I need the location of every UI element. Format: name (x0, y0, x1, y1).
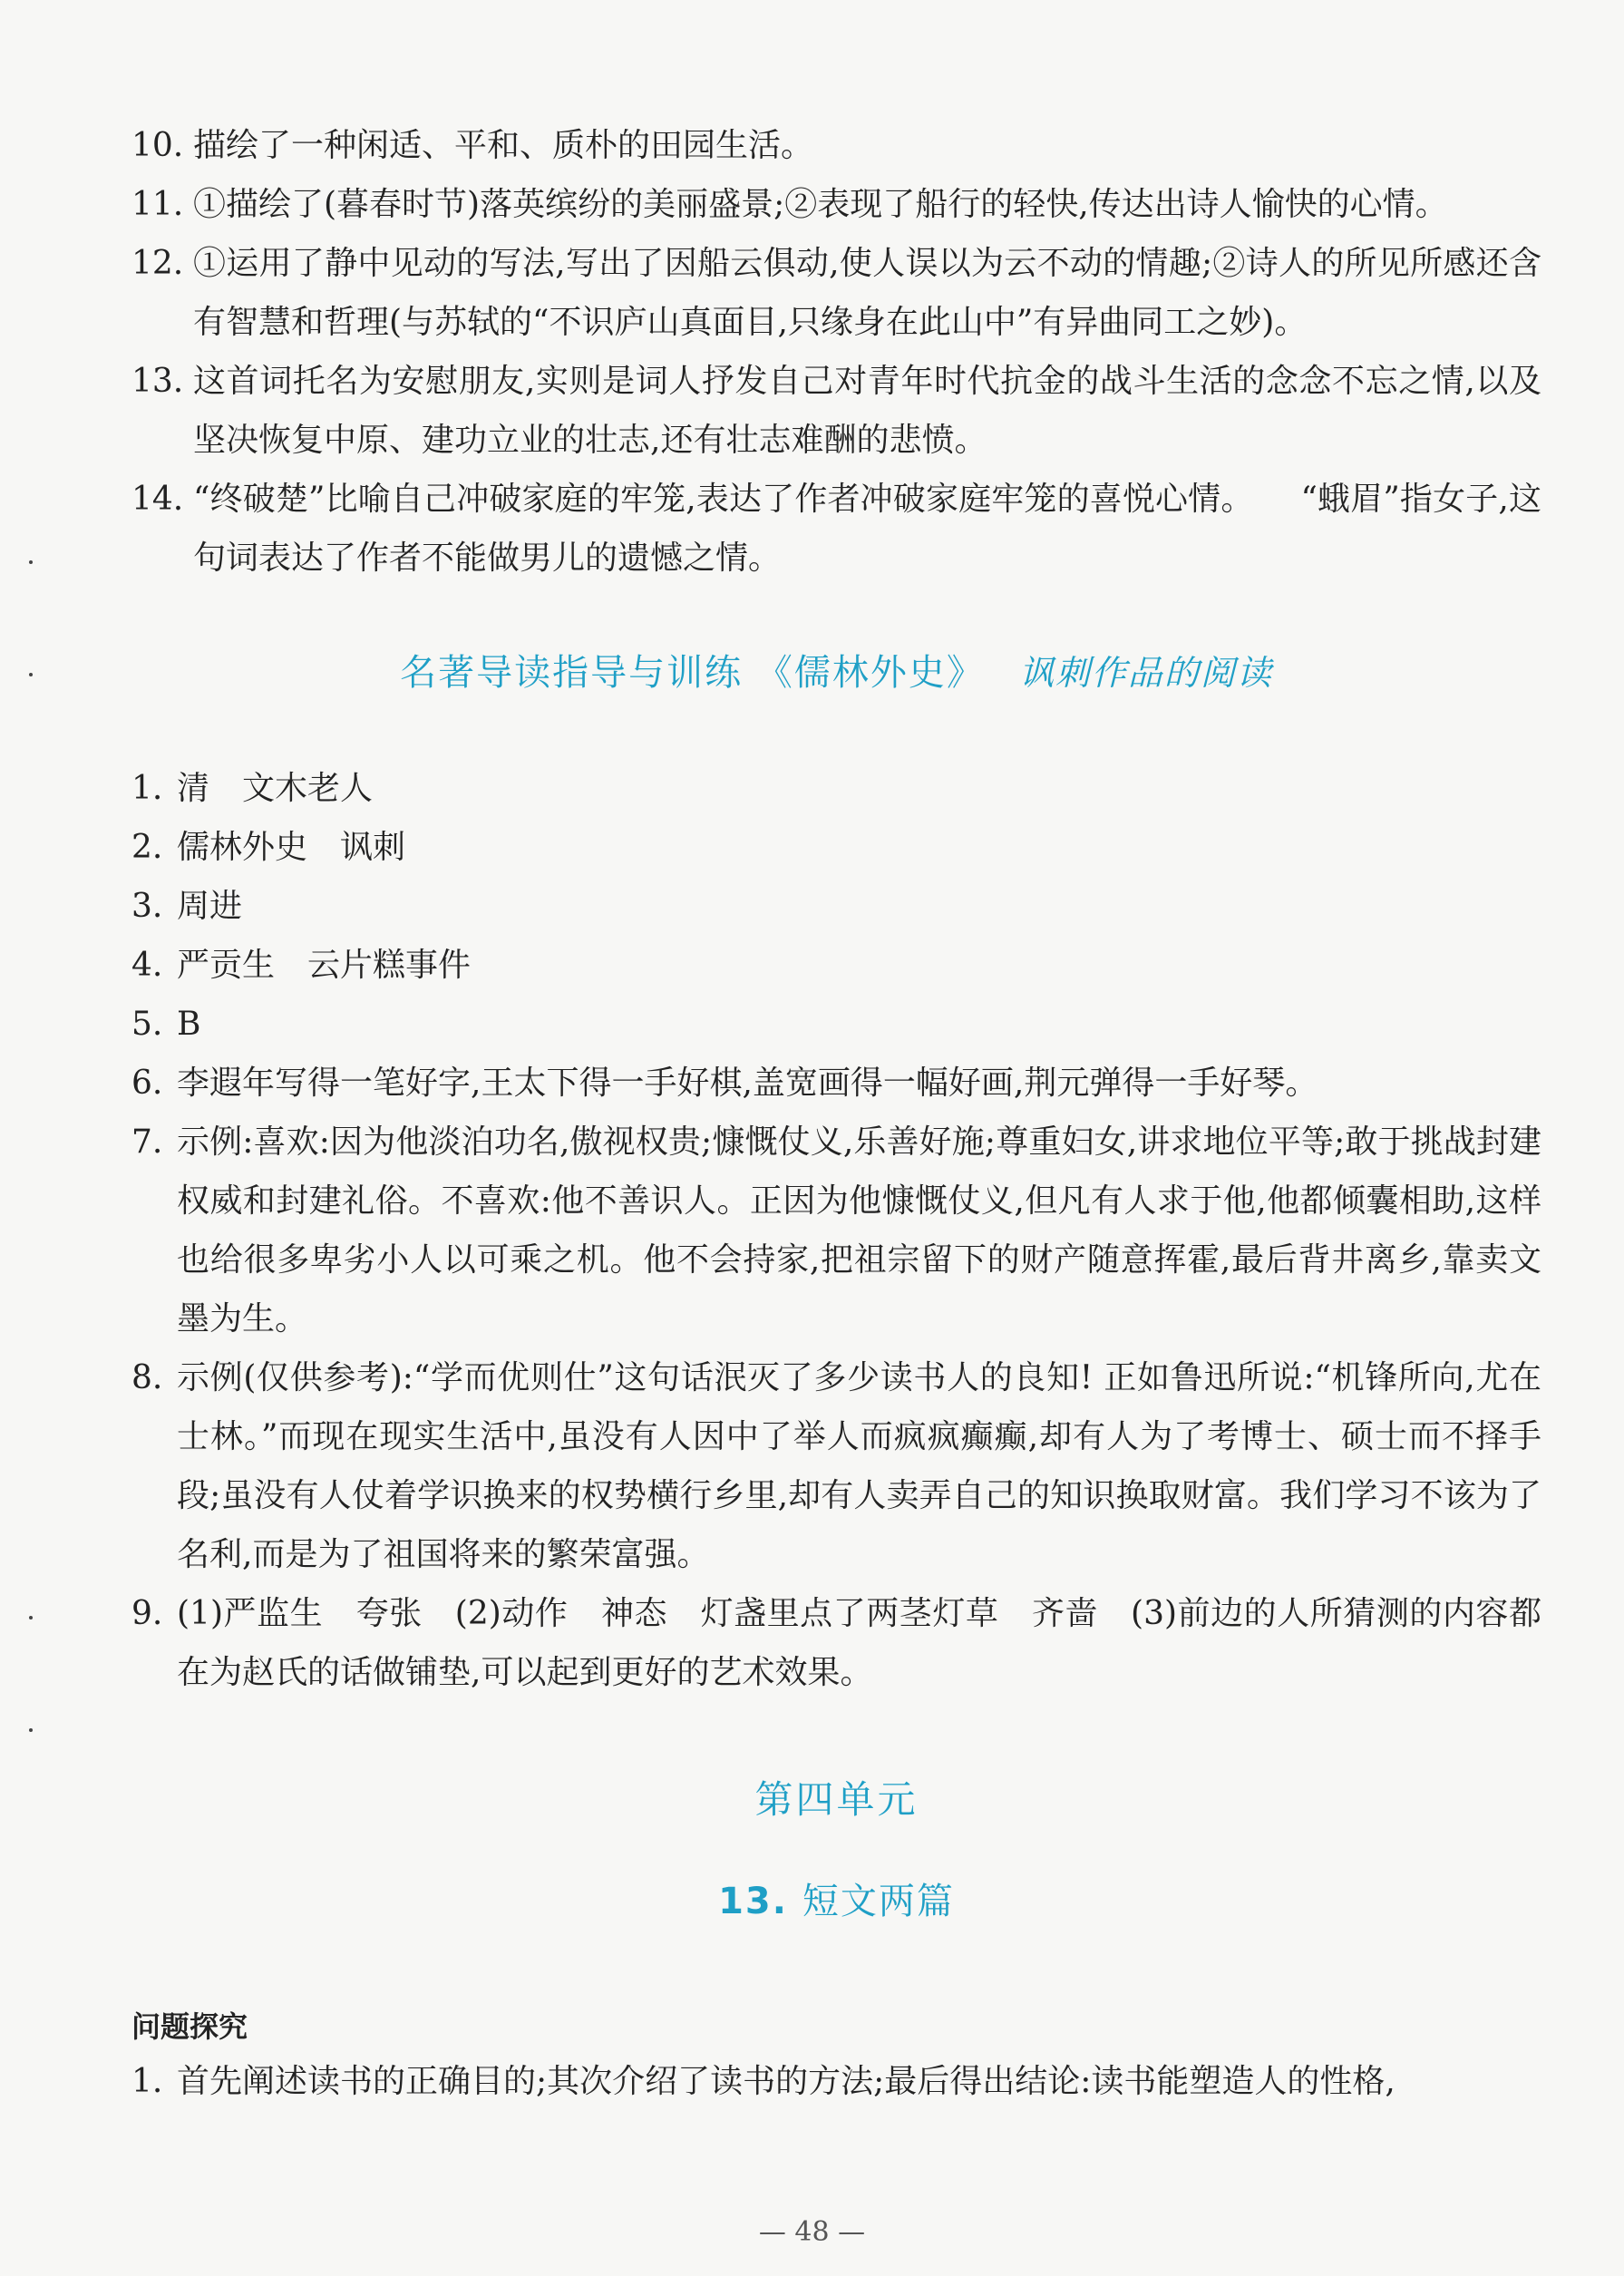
margin-dot (29, 673, 33, 676)
answer-text: 李遐年写得一笔好字,王太下得一手好棋,盖宽画得一幅好画,荆元弹得一手好琴。 (177, 1065, 1318, 1102)
answer-item-11 (131, 175, 1541, 234)
answer-text: ①描绘了(暮春时节)落英缤纷的美丽盛景;②表现了船行的轻快,传达出诗人愉快的心情。 (193, 186, 1448, 223)
answer-text-part-a: 清 (177, 770, 210, 807)
answer-number: 14. (131, 481, 184, 518)
answer-text: ①运用了静中见动的写法,写出了因船云俱动,使人误以为云不动的情趣;②诗人的所见所感还含有智慧和哲理(与苏轼的“不识庐山真面目,只缘身在此山中”有异曲同工之妙)。 (193, 245, 1541, 341)
answer-text-part-a: “终破楚”比喻自己冲破家庭的牢笼,表达了作者冲破家庭牢笼的喜悦心情。 (193, 481, 1254, 518)
guide-answer-1 (131, 759, 1541, 818)
margin-dot (29, 560, 33, 564)
answer-part-1: (1)严监生 (177, 1595, 324, 1632)
answer-text: 示例(仅供参考):“学而优则仕”这句话泯灭了多少读书人的良知! 正如鲁迅所说:“机锋所向,尤在士林。”而现在现实生活中,虽没有人因中了举人而疯疯癫癫,却有人为了考博士、硕士而不择手段;虽没有人仗着学识换来的权势横行乡里,却有人卖弄自己的知识换取财富。我们学习不该为了名利,而是为了祖国将来的繁荣富强。 (177, 1359, 1541, 1573)
page-number: — 48 — (758, 2216, 866, 2248)
answer-part-3: (2)动作 (454, 1595, 569, 1632)
guide-answer-7 (131, 1113, 1541, 1348)
lesson-title (131, 1872, 1541, 1931)
answer-text-part-a: 儒林外史 (177, 829, 308, 866)
answer-text: 周进 (177, 888, 243, 925)
answer-text-part-b: 讽刺 (340, 829, 406, 866)
answer-text (177, 818, 1541, 877)
answer-number: 9. (131, 1595, 163, 1632)
page-content (131, 116, 1541, 2111)
answer-number: 1. (131, 2063, 163, 2100)
answer-number: 1. (131, 770, 163, 807)
answer-number: 12. (131, 245, 184, 282)
answer-number: 10. (131, 127, 184, 164)
lesson-number: 13. (718, 1881, 788, 1922)
section-subheading: 问题探究 (131, 2009, 248, 2044)
answer-number: 11. (131, 186, 184, 223)
answer-part-4: 神态 (600, 1595, 668, 1632)
inquiry-answer-1 (131, 2052, 1541, 2111)
answer-text-part-b: “蛾眉”指女子,这句词表达了作者不能做男儿的遗憾之情。 (193, 481, 1541, 577)
answer-item-14 (131, 470, 1541, 588)
lesson-name: 短文两篇 (802, 1881, 955, 1922)
answer-text (193, 470, 1541, 588)
answer-number: 8. (131, 1359, 163, 1396)
answer-number: 13. (131, 363, 184, 400)
answer-part-7: (3)前边的人所猜测的内容都在为赵氏的话做铺垫,可以起到更好的艺术效果。 (177, 1595, 1541, 1691)
answer-text: 描绘了一种闲适、平和、质朴的田园生活。 (193, 127, 814, 164)
guide-answer-6 (131, 1054, 1541, 1113)
answer-number: 2. (131, 829, 163, 866)
reading-guide-title (131, 644, 1541, 703)
answer-number: 3. (131, 888, 163, 925)
margin-dot (29, 1616, 33, 1619)
answer-part-5: 灯盏里点了两茎灯草 (700, 1595, 999, 1632)
answer-number: 6. (131, 1065, 163, 1102)
answer-item-12 (131, 234, 1541, 352)
unit-title: 第四单元 (754, 1777, 919, 1822)
guide-answer-4 (131, 936, 1541, 995)
guide-answer-5 (131, 995, 1541, 1054)
answer-number: 7. (131, 1123, 163, 1161)
answer-text (177, 936, 1541, 995)
answer-text (177, 759, 1541, 818)
answer-part-6: 齐啬 (1031, 1595, 1099, 1632)
guide-answer-8 (131, 1348, 1541, 1584)
answer-text-part-b: 云片糕事件 (307, 947, 472, 984)
answer-text: 首先阐述读书的正确目的;其次介绍了读书的方法;最后得出结论:读书能塑造人的性格, (177, 2063, 1395, 2100)
answer-text (193, 352, 1541, 470)
answer-number: 4. (131, 947, 163, 984)
guide-answer-3 (131, 877, 1541, 936)
answer-part-2: 夸张 (355, 1595, 423, 1632)
answer-number: 5. (131, 1006, 163, 1043)
answer-text-part-b: 文木老人 (242, 770, 374, 807)
guide-answer-2 (131, 818, 1541, 877)
reading-guide-subtitle: 讽刺作品的阅读 (1018, 653, 1273, 693)
answer-text-content: 这首词托名为安慰朋友,实则是词人抒发自己对青年时代抗金的战斗生活的念念不忘之情,以及坚决恢复中原、建功立业的壮志,还有壮志难酬的悲愤。 (193, 363, 1541, 459)
answer-item-13 (131, 352, 1541, 470)
answer-text (177, 1584, 1541, 1702)
answer-item-10 (131, 116, 1541, 175)
answer-text: B (177, 1006, 201, 1043)
answer-text-part-a: 严贡生 (177, 947, 276, 984)
margin-dot (29, 1728, 33, 1732)
reading-guide-main-title: 名著导读指导与训练 《儒林外史》 (400, 652, 985, 694)
answer-text: 示例:喜欢:因为他淡泊功名,傲视权贵;慷慨仗义,乐善好施;尊重妇女,讲求地位平等;敢于挑战封建权威和封建礼俗。不喜欢:他不善识人。正因为他慷慨仗义,但凡有人求于他,他都倾囊相助,这样也给很多卑劣小人以可乘之机。他不会持家,把祖宗留下的财产随意挥霍,最后背井离乡,靠卖文墨为生。 (177, 1123, 1541, 1337)
guide-answer-9 (131, 1584, 1541, 1702)
